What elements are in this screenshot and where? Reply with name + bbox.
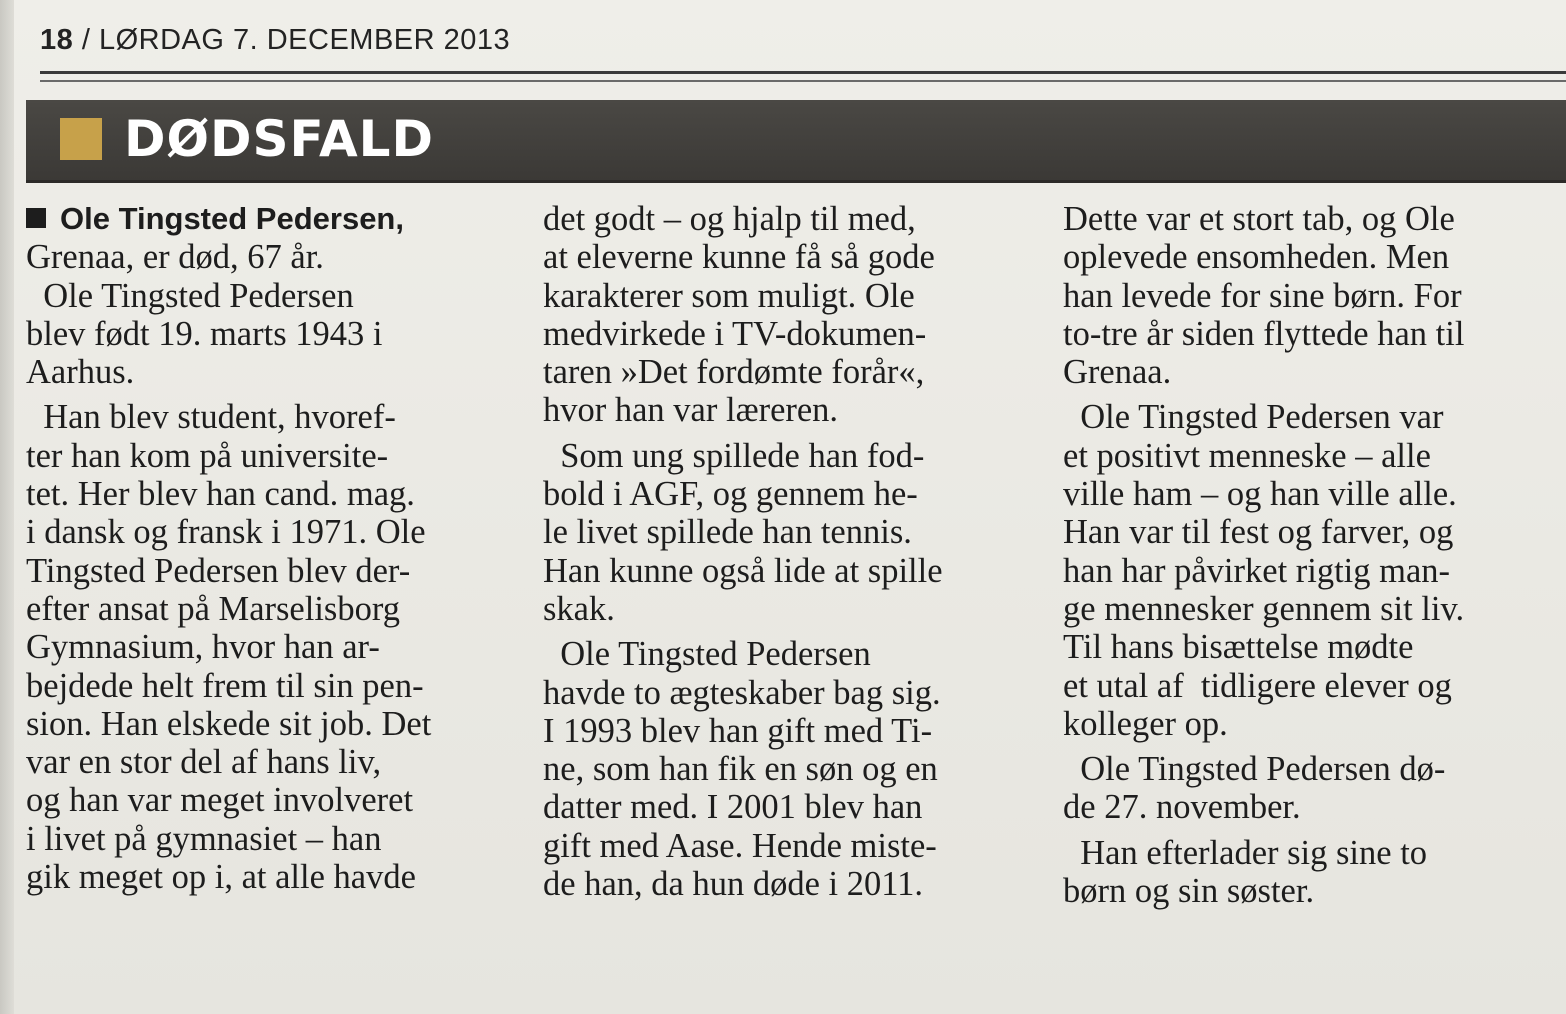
article-column-2 [543,200,943,903]
text-line: datter med. I 2001 blev han [543,788,923,827]
text-line: han levede for sine børn. For [1063,276,1462,315]
text-line: Han efterlader sig sine to [1063,833,1428,872]
text-line: efter ansat på Marselisborg [26,589,400,628]
text-line: i livet på gymnasiet – han [26,819,382,858]
text-line: et utal af tidligere elever og [1063,666,1452,705]
text-line: Aarhus. [26,353,135,392]
text-line: var en stor del af hans liv, [26,743,382,782]
section-title: DØDSFALD [124,110,435,168]
text-line: ne, som han fik en søn og en [543,750,938,789]
section-square-icon [60,118,102,160]
text-line: ville ham – og han ville alle. [1063,475,1457,514]
text-line: to-tre år siden flyttede han til [1063,314,1465,353]
page-edge-shadow [0,0,14,1014]
text-line: børn og sin søster. [1063,872,1315,911]
text-line: et positivt menneske – alle [1063,436,1431,475]
text-line: Som ung spillede han fod- [543,436,925,475]
section-banner [26,100,1566,183]
text-line: bejdede helt frem til sin pen- [26,666,424,705]
header-separator: / [81,24,91,56]
text-line: Til hans bisættelse mødte [1063,628,1414,667]
name-comma: , [395,201,404,236]
text-line: han har påvirket rigtig man- [1063,551,1451,590]
page-number: 18 [40,24,74,56]
text-line: de han, da hun døde i 2011. [543,865,924,904]
header-date: LØRDAG 7. DECEMBER 2013 [98,24,511,56]
text-line: kolleger op. [1063,704,1228,743]
article-column-1 [26,200,431,896]
text-line: blev født 19. marts 1943 i [26,314,383,353]
text-line: medvirkede i TV-dokumen- [543,314,927,353]
text-line: Han blev student, hvoref- [26,398,396,437]
text-line: Han kunne også lide at spille [543,551,943,590]
text-line: Gymnasium, hvor han ar- [26,628,380,667]
text-line: Ole Tingsted Pedersen dø- [1063,750,1446,789]
text-line: tet. Her blev han cand. mag. [26,475,415,514]
text-line: Tingsted Pedersen blev der- [26,551,411,590]
article-column-3 [1063,200,1464,910]
header-rule [40,71,1566,74]
text-line: Ole Tingsted Pedersen [26,276,354,315]
text-line: det godt – og hjalp til med, [543,200,916,238]
text-line: Ole Tingsted Pedersen var [1063,398,1444,437]
text-line: taren »Det fordømte forår«, [543,353,925,392]
deceased-name: Ole Tingsted Pedersen [60,201,396,236]
header-rule-thin [40,80,1566,82]
square-bullet-icon [26,208,46,228]
text-line: gik meget op i, at alle havde [26,858,416,897]
lead-line [26,200,431,238]
text-line: karakterer som muligt. Ole [543,276,915,315]
text-line: at eleverne kunne få så gode [543,238,935,277]
text-line: havde to ægteskaber bag sig. [543,673,941,712]
text-line: Han var til fest og farver, og [1063,513,1454,552]
text-line: og han var meget involveret [26,781,414,820]
text-line: bold i AGF, og gennem he- [543,475,918,514]
text-line: I 1993 blev han gift med Ti- [543,711,933,750]
text-line: skak. [543,589,615,628]
text-line: hvor han var læreren. [543,391,839,430]
text-line: Grenaa. [1063,353,1172,392]
text-line: Ole Tingsted Pedersen [543,635,871,674]
text-line: Dette var et stort tab, og Ole [1063,200,1455,238]
text-line: gift med Aase. Hende miste- [543,826,937,865]
text-line: oplevede ensomheden. Men [1063,238,1450,277]
text-line: ge mennesker gennem sit liv. [1063,589,1465,628]
text-line: sion. Han elskede sit job. Det [26,704,432,743]
text-line: i dansk og fransk i 1971. Ole [26,513,426,552]
text-line: Grenaa, er død, 67 år. [26,238,324,277]
page-header [40,24,510,57]
text-line: ter han kom på universite- [26,436,389,475]
text-line: de 27. november. [1063,788,1301,827]
text-line: le livet spillede han tennis. [543,513,912,552]
